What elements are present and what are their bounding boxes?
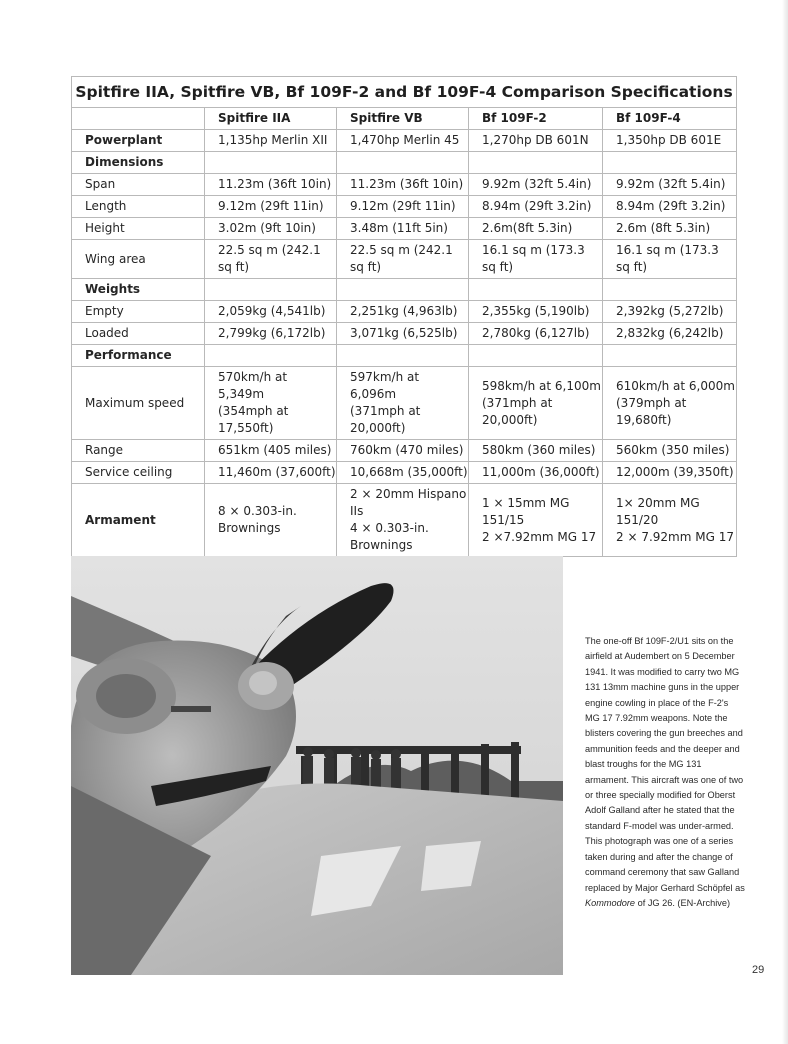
- table-cell: [337, 152, 469, 174]
- table-cell: 2,059kg (4,541lb): [205, 301, 337, 323]
- table-cell: [603, 152, 737, 174]
- table-cell: 9.92m (32ft 5.4in): [469, 174, 603, 196]
- table-cell: 11.23m (36ft 10in): [205, 174, 337, 196]
- table-cell: 560km (350 miles): [603, 440, 737, 462]
- table-cell: 8.94m (29ft 3.2in): [469, 196, 603, 218]
- row-label: Maximum speed: [72, 367, 205, 440]
- table-cell: 12,000m (39,350ft): [603, 462, 737, 484]
- row-label: Powerplant: [72, 130, 205, 152]
- table-cell: [469, 345, 603, 367]
- header-empty-cell: [72, 108, 205, 130]
- table-cell: 1,470hp Merlin 45: [337, 130, 469, 152]
- table-cell: [205, 152, 337, 174]
- table-cell: 651km (405 miles): [205, 440, 337, 462]
- row-label: Length: [72, 196, 205, 218]
- table-row: [72, 218, 737, 240]
- caption-italic-term: Kommodore: [585, 897, 636, 908]
- row-label: Loaded: [72, 323, 205, 345]
- row-label: Height: [72, 218, 205, 240]
- caption-text-end: of JG 26. (EN-Archive): [635, 897, 731, 908]
- table-cell: 598km/h at 6,100m (371mph at 20,000ft): [469, 367, 603, 440]
- column-header: Spitfire IIA: [205, 108, 337, 130]
- table-cell: 2,251kg (4,963lb): [337, 301, 469, 323]
- aircraft-photo: [71, 556, 563, 975]
- table-cell: 9.12m (29ft 11in): [337, 196, 469, 218]
- page-edge-shadow: [782, 0, 788, 1044]
- table-cell: 570km/h at 5,349m (354mph at 17,550ft): [205, 367, 337, 440]
- table-cell: [603, 345, 737, 367]
- table-cell: 11,000m (36,000ft): [469, 462, 603, 484]
- table-row: [72, 323, 737, 345]
- row-label: Weights: [72, 279, 205, 301]
- table-cell: 2.6m(8ft 5.3in): [469, 218, 603, 240]
- table-cell: [603, 279, 737, 301]
- table-cell: 8.94m (29ft 3.2in): [603, 196, 737, 218]
- table-cell: 10,668m (35,000ft): [337, 462, 469, 484]
- column-header: Bf 109F-2: [469, 108, 603, 130]
- row-label: Wing area: [72, 240, 205, 279]
- table-cell: 2,832kg (6,242lb): [603, 323, 737, 345]
- table-cell: 11.23m (36ft 10in): [337, 174, 469, 196]
- table-cell: 3.48m (11ft 5in): [337, 218, 469, 240]
- table-cell: 1,270hp DB 601N: [469, 130, 603, 152]
- table-row: [72, 196, 737, 218]
- table-row: [72, 484, 737, 557]
- table-cell: [337, 279, 469, 301]
- photo-caption: [585, 634, 745, 911]
- table-cell: 1,350hp DB 601E: [603, 130, 737, 152]
- table-cell: 16.1 sq m (173.3 sq ft): [603, 240, 737, 279]
- row-label: Span: [72, 174, 205, 196]
- table-cell: 580km (360 miles): [469, 440, 603, 462]
- table-cell: [337, 345, 469, 367]
- page-number: 29: [752, 964, 765, 976]
- table-cell: 1× 20mm MG 151/20 2 × 7.92mm MG 17: [603, 484, 737, 557]
- row-label: Dimensions: [72, 152, 205, 174]
- comparison-table: [71, 76, 737, 557]
- table-cell: [205, 345, 337, 367]
- table-cell: 11,460m (37,600ft): [205, 462, 337, 484]
- table-cell: 1,135hp Merlin XII: [205, 130, 337, 152]
- table-cell: [469, 279, 603, 301]
- table-row: [72, 345, 737, 367]
- table-row: [72, 174, 737, 196]
- table-cell: [205, 279, 337, 301]
- table-cell: 3,071kg (6,525lb): [337, 323, 469, 345]
- row-label: Range: [72, 440, 205, 462]
- table-cell: [469, 152, 603, 174]
- table-cell: 8 × 0.303-in. Brownings: [205, 484, 337, 557]
- table-row: [72, 279, 737, 301]
- table-cell: 2.6m (8ft 5.3in): [603, 218, 737, 240]
- row-label: Performance: [72, 345, 205, 367]
- table-cell: 3.02m (9ft 10in): [205, 218, 337, 240]
- table-cell: 760km (470 miles): [337, 440, 469, 462]
- table-cell: 597km/h at 6,096m (371mph at 20,000ft): [337, 367, 469, 440]
- row-label: Service ceiling: [72, 462, 205, 484]
- row-label: Empty: [72, 301, 205, 323]
- table-cell: 9.92m (32ft 5.4in): [603, 174, 737, 196]
- column-header: Spitfire VB: [337, 108, 469, 130]
- table-row: [72, 462, 737, 484]
- caption-text: The one-off Bf 109F-2/U1 sits on the airfield at Audembert on 5 December 1941. It was modified to carry two MG 131 13mm machine guns in the upper engine cowling in place of the F-2's MG 17 7.92mm weapons. Note the blisters covering the gun breeches and ammunition feeds and the deeper and blast troughs for the MG 131 armament. This aircraft was one of two or three specially modified for Oberst Adolf Galland after he stated that the standard F-model was under-armed. This photograph was one of a series taken during and after the change of command ceremony that saw Galland replaced by Major Gerhard Schöpfel as: [585, 636, 745, 893]
- table-cell: 22.5 sq m (242.1 sq ft): [205, 240, 337, 279]
- column-header: Bf 109F-4: [603, 108, 737, 130]
- table-cell: 2,392kg (5,272lb): [603, 301, 737, 323]
- table-cell: 610km/h at 6,000m (379mph at 19,680ft): [603, 367, 737, 440]
- row-label: Armament: [72, 484, 205, 557]
- table-cell: 1 × 15mm MG 151/15 2 ×7.92mm MG 17: [469, 484, 603, 557]
- table-cell: 2,799kg (6,172lb): [205, 323, 337, 345]
- table-row: [72, 301, 737, 323]
- table-header-row: [72, 108, 737, 130]
- table-cell: 9.12m (29ft 11in): [205, 196, 337, 218]
- table-cell: 16.1 sq m (173.3 sq ft): [469, 240, 603, 279]
- table-row: [72, 130, 737, 152]
- table-cell: 22.5 sq m (242.1 sq ft): [337, 240, 469, 279]
- table-cell: 2,780kg (6,127lb): [469, 323, 603, 345]
- table-cell: 2,355kg (5,190lb): [469, 301, 603, 323]
- table-row: [72, 367, 737, 440]
- table-title: Spitfire IIA, Spitfire VB, Bf 109F-2 and Bf 109F-4 Comparison Specifications: [72, 77, 737, 108]
- table-row: [72, 152, 737, 174]
- table-row: [72, 440, 737, 462]
- table-row: [72, 240, 737, 279]
- table-cell: 2 × 20mm Hispano IIs 4 × 0.303-in. Brownings: [337, 484, 469, 557]
